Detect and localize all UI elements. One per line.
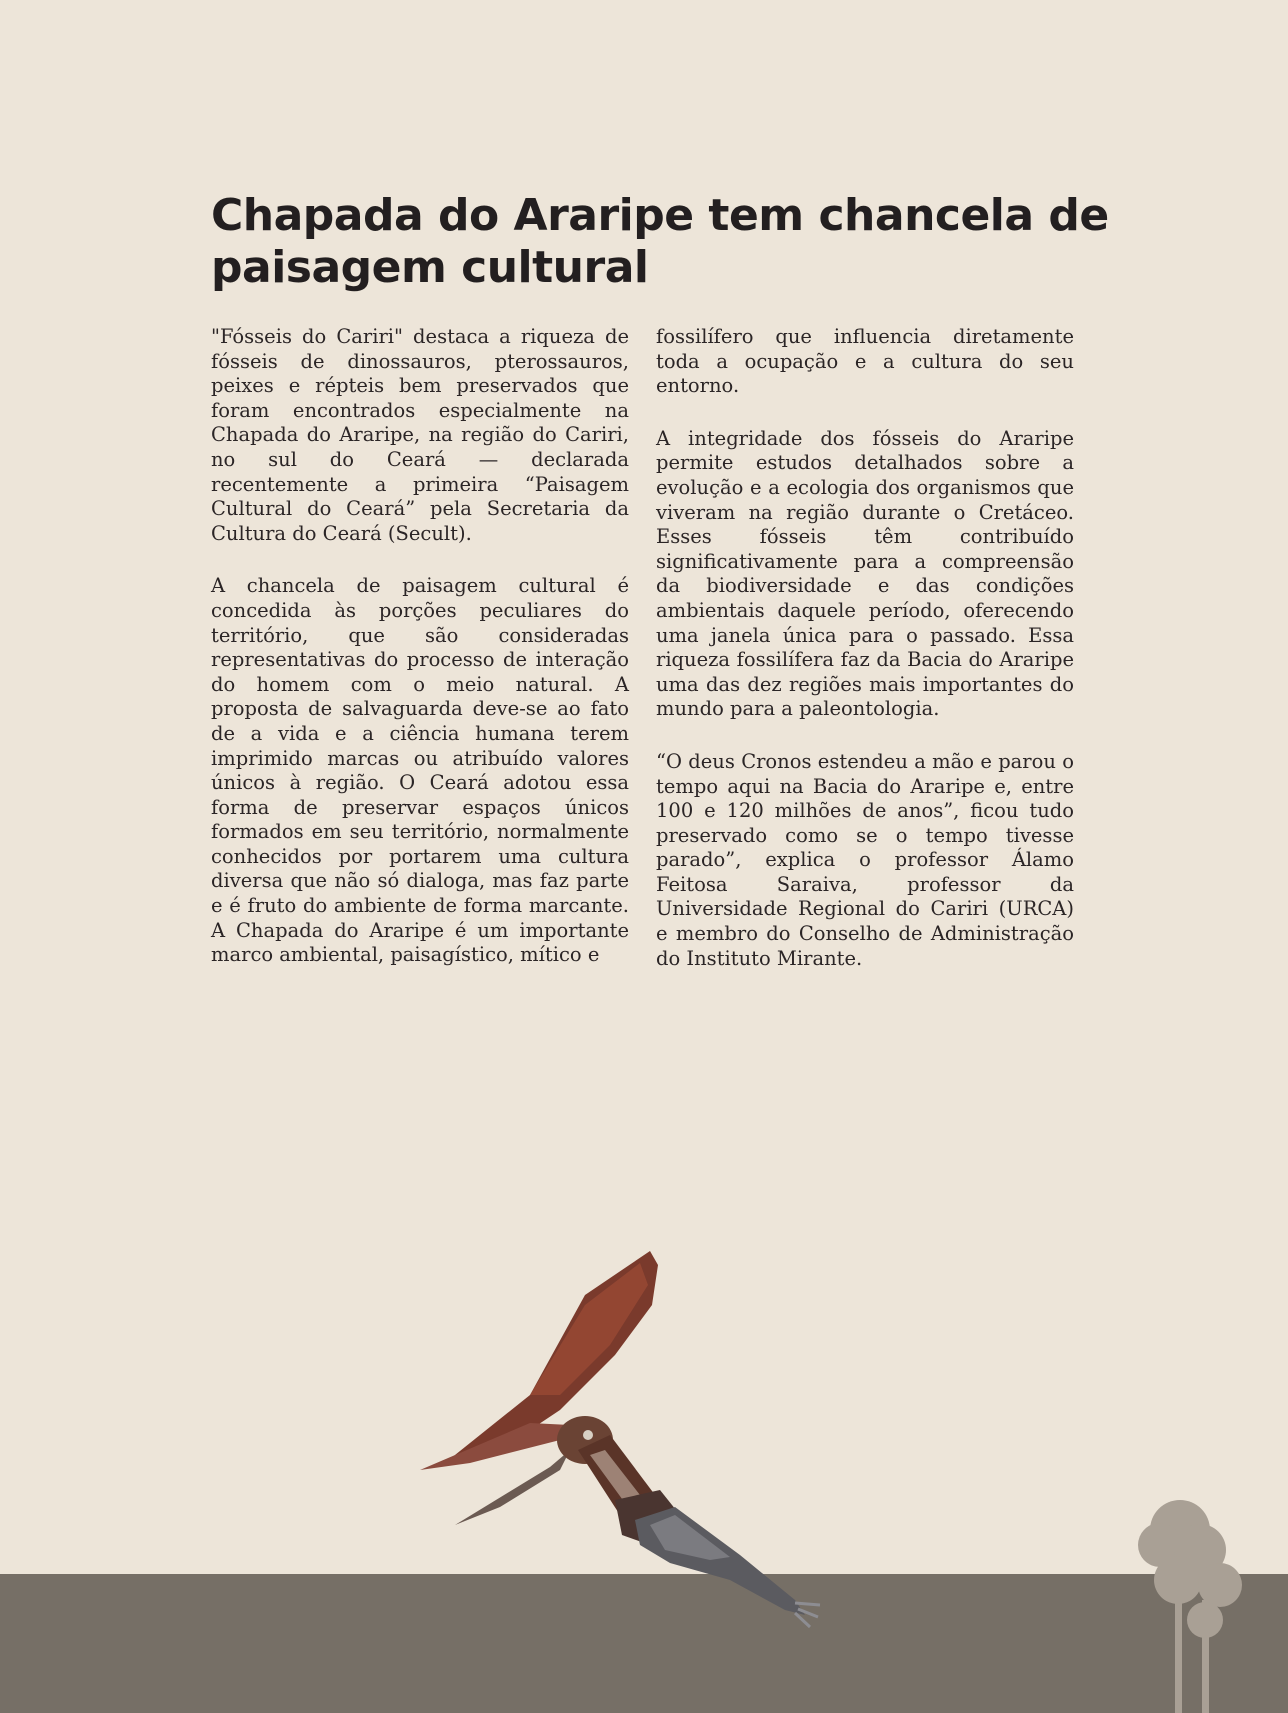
pterosaur-illustration bbox=[410, 1245, 880, 1645]
palm-tree-icon bbox=[1130, 1490, 1260, 1713]
article-title: Chapada do Araripe tem chancela de paisagem cultural bbox=[211, 190, 1109, 293]
paragraph: A chancela de paisagem cultural é concedida às porções peculiares do território, que são consideradas representativas do processo de interação do homem com o meio natural. A proposta de salvaguarda deve-se ao fato de a vida e a ciência humana terem imprimido marcas ou atribuído valores únicos à região. O Ceará adotou essa forma de preservar espaços únicos formados em seu território, normalmente conhecidos por portarem uma cultura diversa que não só dialoga, mas faz parte e é fruto do ambiente de forma marcante. A Chapada do Araripe é um importante marco ambiental, paisagístico, mítico e bbox=[211, 574, 629, 967]
paragraph: fossilífero que influencia diretamente toda a ocupação e a cultura do seu entorno. bbox=[656, 325, 1074, 398]
right-column bbox=[656, 325, 1074, 999]
paragraph: “O deus Cronos estendeu a mão e parou o tempo aqui na Bacia do Araripe e, entre 100 e 120 milhões de anos”, ficou tudo preservado como se o tempo tivesse parado”, explica o professor Álamo Feitosa Saraiva, professor da Universidade Regional do Cariri (URCA) e membro do Conselho de Administração do Instituto Mirante. bbox=[656, 749, 1074, 970]
paragraph: A integridade dos fósseis do Araripe permite estudos detalhados sobre a evolução e a ecologia dos organismos que viveram na região durante o Cretáceo. Esses fósseis têm contribuído significativamente para a compreensão da biodiversidade e das condições ambientais daquele período, oferecendo uma janela única para o passado. Essa riqueza fossilífera faz da Bacia do Araripe uma das dez regiões mais importantes do mundo para a paleontologia. bbox=[656, 426, 1074, 721]
paragraph: "Fósseis do Cariri" destaca a riqueza de fósseis de dinossauros, pterossauros, peixes e répteis bem preservados que foram encontrados especialmente na Chapada do Araripe, na região do Cariri, no sul do Ceará — declarada recentemente a primeira “Paisagem Cultural do Ceará” pela Secretaria da Cultura do Ceará (Secult). bbox=[211, 325, 629, 545]
left-column bbox=[211, 325, 629, 996]
